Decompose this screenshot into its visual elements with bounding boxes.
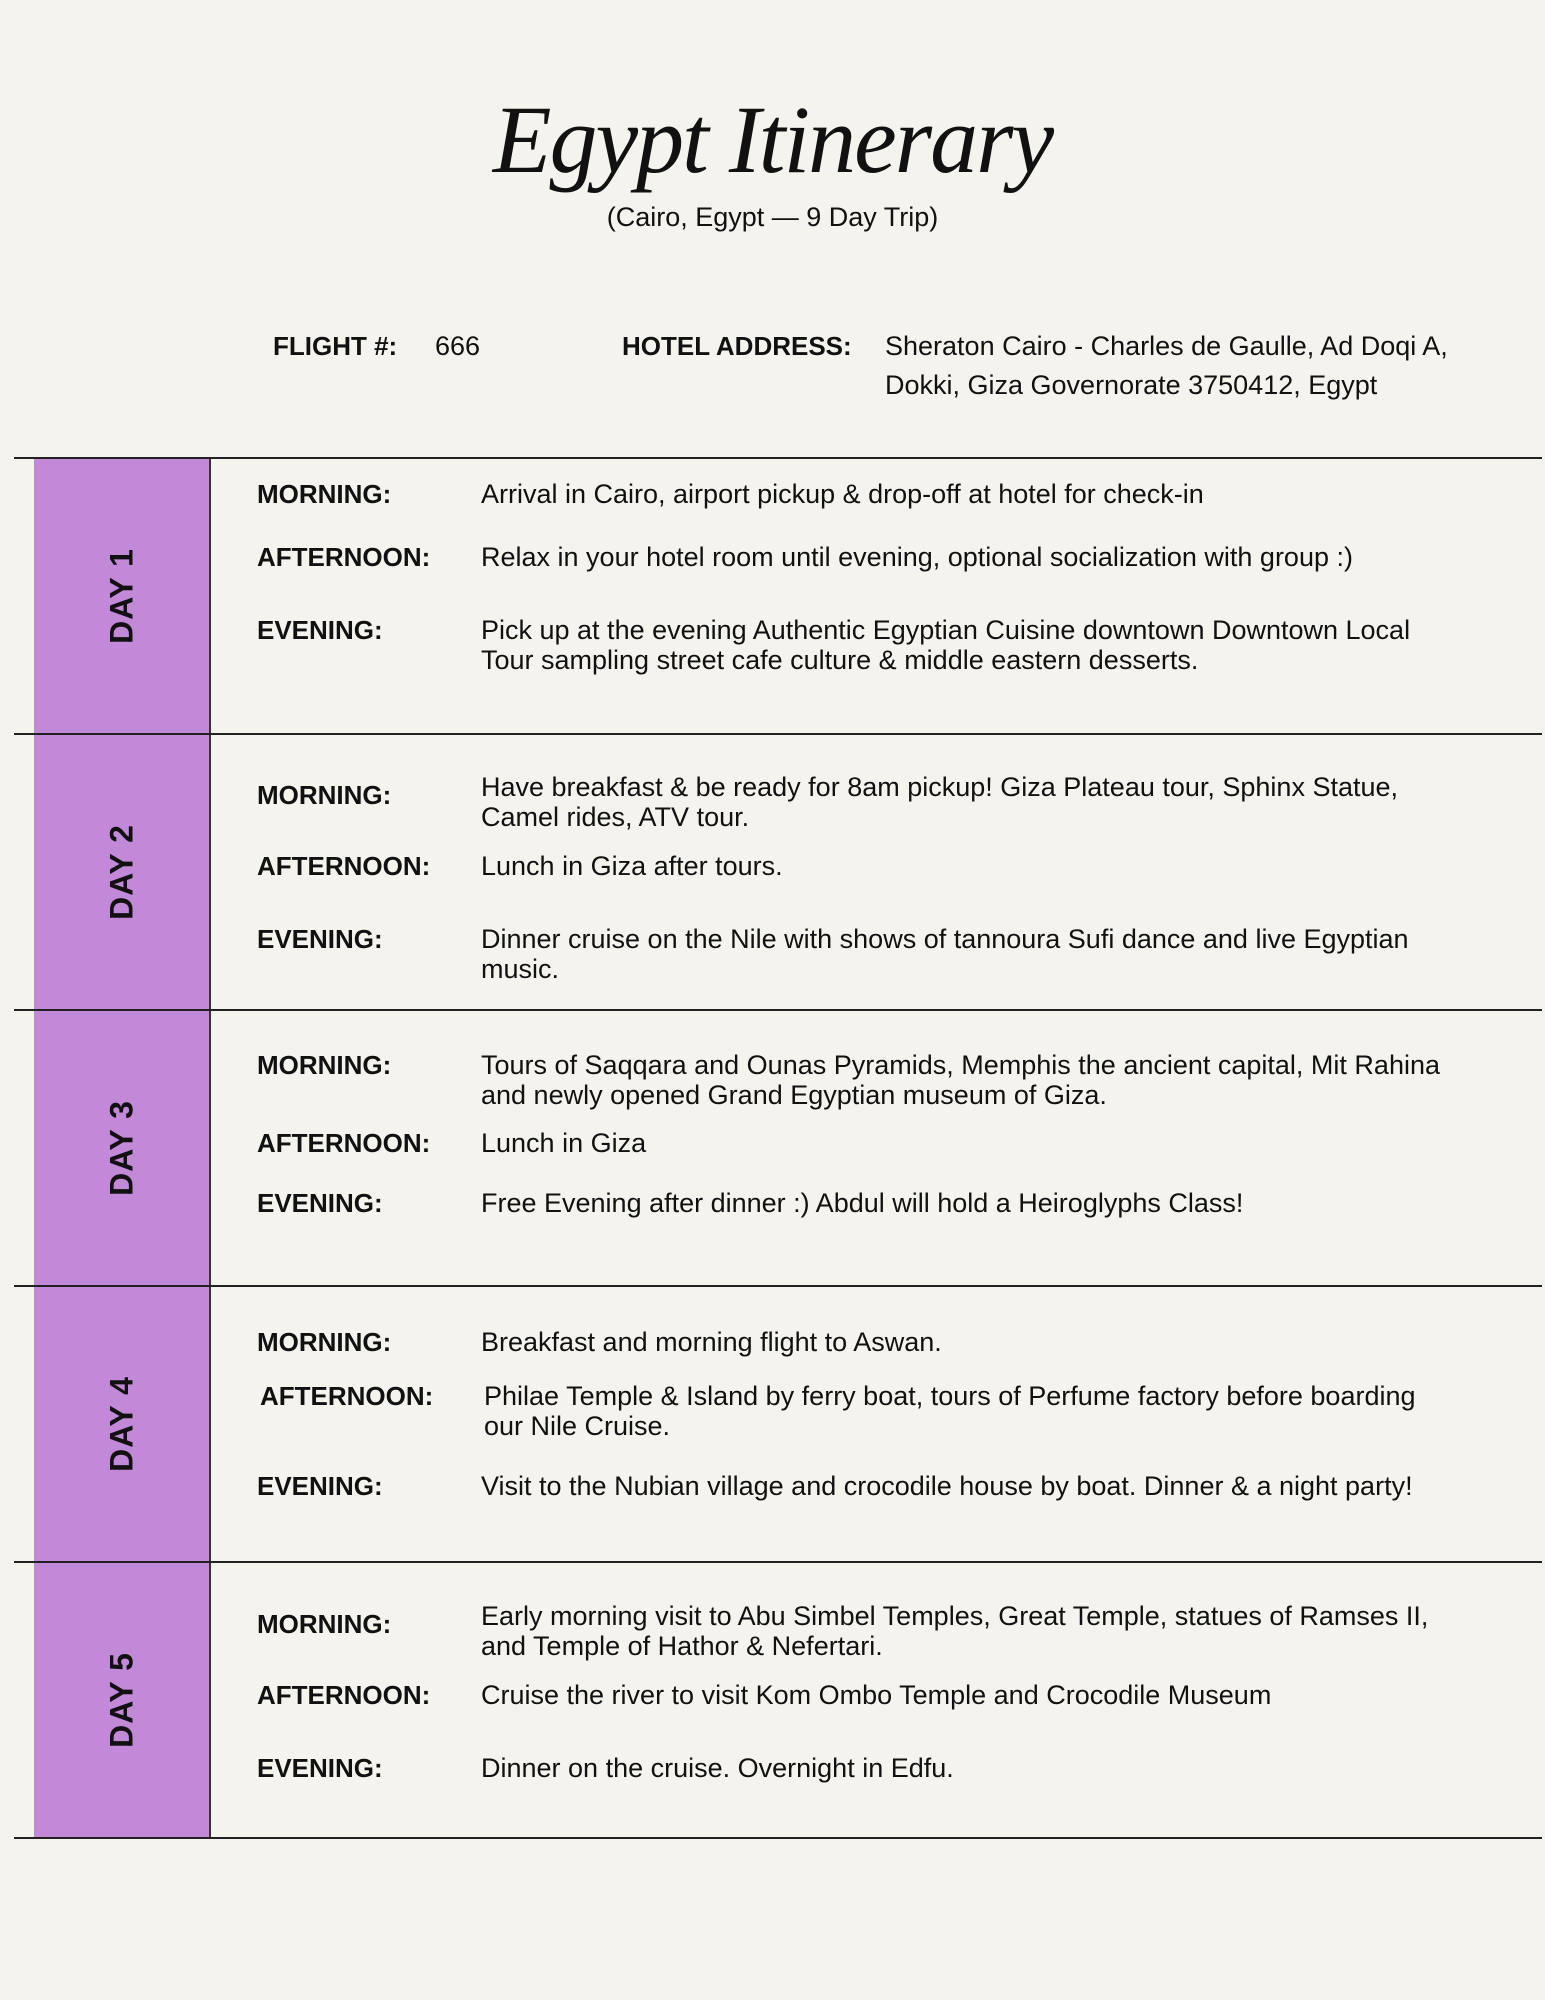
day-row	[14, 733, 1542, 1009]
morning-label: MORNING:	[257, 1050, 392, 1080]
day-row	[14, 1009, 1542, 1285]
day-label: DAY 5	[103, 1652, 139, 1748]
flight-label: FLIGHT #:	[273, 331, 398, 361]
afternoon-description: Lunch in Giza after tours.	[481, 851, 783, 881]
evening-label: EVENING:	[257, 1188, 383, 1218]
evening-label: EVENING:	[257, 1471, 383, 1501]
afternoon-description: Lunch in Giza	[481, 1128, 647, 1158]
evening-label: EVENING:	[257, 924, 383, 954]
afternoon-label: AFTERNOON:	[257, 1128, 431, 1158]
afternoon-label: AFTERNOON:	[257, 542, 431, 572]
afternoon-label: AFTERNOON:	[257, 851, 431, 881]
morning-label: MORNING:	[257, 1327, 392, 1357]
evening-description: Visit to the Nubian village and crocodile house by boat. Dinner & a night party!	[481, 1471, 1413, 1501]
page-subtitle: (Cairo, Egypt — 9 Day Trip)	[606, 202, 939, 232]
evening-description: Dinner cruise on the Nile with shows of tannoura Sufi dance and live Egyptian music.	[481, 924, 1409, 984]
day-row	[14, 1285, 1542, 1561]
morning-description: Arrival in Cairo, airport pickup & drop-off at hotel for check-in	[481, 479, 1204, 509]
morning-description: Breakfast and morning flight to Aswan.	[481, 1327, 942, 1357]
morning-description: Early morning visit to Abu Simbel Temples, Great Temple, statues of Ramses II, and Temple of Hathor & Nefertari.	[481, 1601, 1429, 1661]
hotel-label: HOTEL ADDRESS:	[622, 331, 852, 361]
day-label: DAY 4	[103, 1376, 139, 1472]
morning-label: MORNING:	[257, 1609, 392, 1639]
morning-description: Have breakfast & be ready for 8am pickup! Giza Plateau tour, Sphinx Statue, Camel rides, ATV tour.	[481, 772, 1399, 832]
day-bar	[34, 1011, 211, 1285]
afternoon-description: Relax in your hotel room until evening, optional socialization with group :)	[481, 542, 1353, 572]
morning-label: MORNING:	[257, 780, 392, 810]
day-row	[14, 457, 1542, 733]
day-bar	[34, 1287, 211, 1561]
evening-description: Dinner on the cruise. Overnight in Edfu.	[481, 1753, 954, 1783]
day-label: DAY 1	[103, 548, 139, 644]
day-bar	[34, 1563, 211, 1837]
itinerary-table	[14, 457, 1542, 1839]
day-label: DAY 3	[103, 1100, 139, 1196]
evening-label: EVENING:	[257, 1753, 383, 1783]
page-title: Egypt Itinerary	[492, 86, 1053, 193]
day-row	[14, 1561, 1542, 1839]
evening-label: EVENING:	[257, 615, 383, 645]
afternoon-label: AFTERNOON:	[260, 1381, 434, 1411]
day-label: DAY 2	[103, 824, 139, 920]
afternoon-label: AFTERNOON:	[257, 1680, 431, 1710]
afternoon-description: Philae Temple & Island by ferry boat, tours of Perfume factory before boarding our Nile Cruise.	[484, 1381, 1416, 1441]
morning-label: MORNING:	[257, 479, 392, 509]
day-bar	[34, 735, 211, 1009]
day-bar	[34, 459, 211, 733]
morning-description: Tours of Saqqara and Ounas Pyramids, Memphis the ancient capital, Mit Rahina and newly opened Grand Egyptian museum of Giza.	[481, 1050, 1440, 1110]
hotel-value: Sheraton Cairo - Charles de Gaulle, Ad Doqi A, Dokki, Giza Governorate 3750412, Egypt	[885, 331, 1448, 400]
flight-value: 666	[435, 331, 481, 361]
afternoon-description: Cruise the river to visit Kom Ombo Temple and Crocodile Museum	[481, 1680, 1272, 1710]
evening-description: Pick up at the evening Authentic Egyptian Cuisine downtown Downtown Local Tour sampling street cafe culture & middle eastern desserts.	[481, 615, 1411, 675]
evening-description: Free Evening after dinner :) Abdul will hold a Heiroglyphs Class!	[481, 1188, 1244, 1218]
